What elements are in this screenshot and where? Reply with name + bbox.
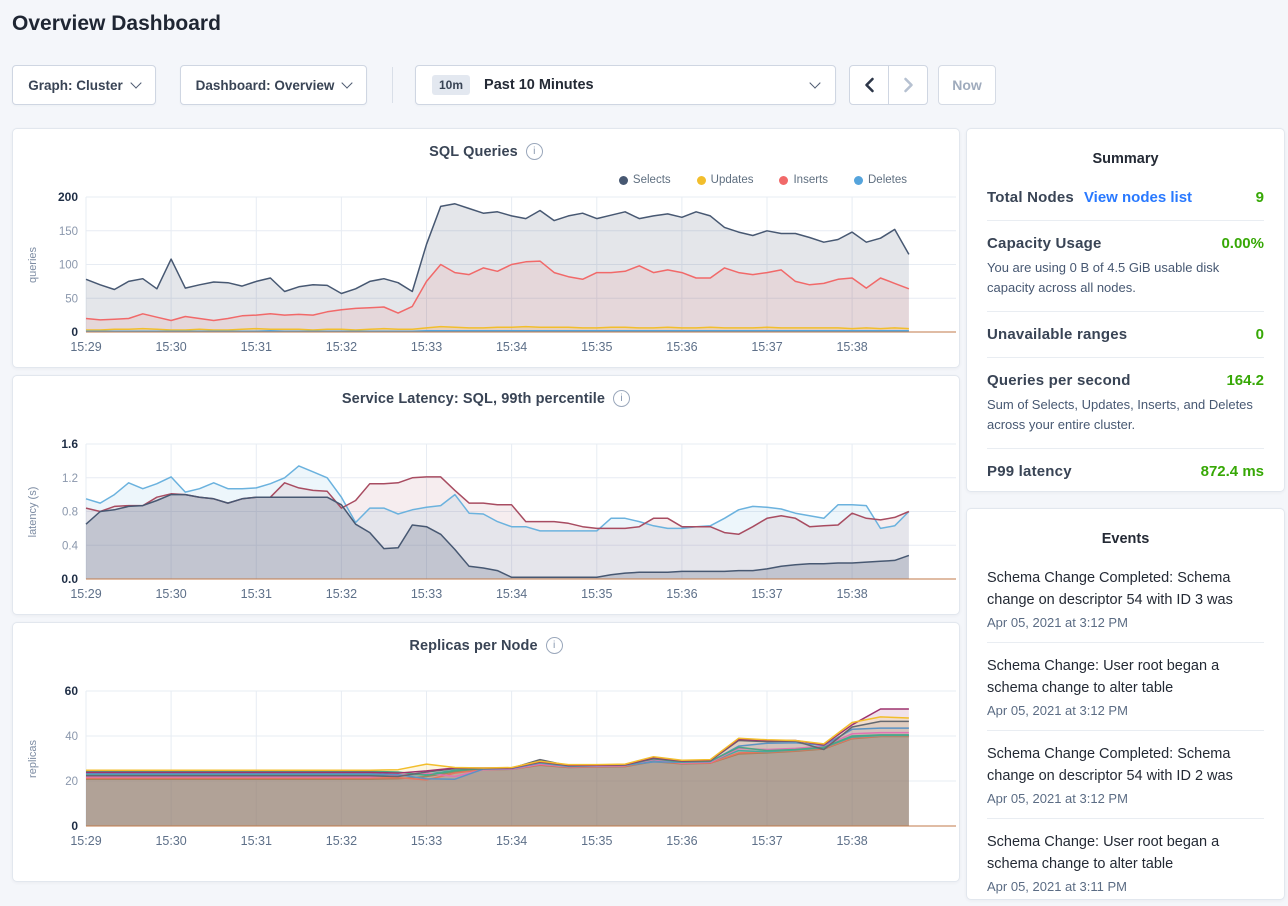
svg-text:15:38: 15:38 — [836, 340, 868, 354]
p99-latency-value: 872.4 ms — [1200, 463, 1264, 480]
svg-text:100: 100 — [58, 259, 78, 272]
unavailable-ranges-value: 0 — [1255, 326, 1264, 343]
svg-text:15:32: 15:32 — [325, 340, 358, 354]
view-nodes-list-link[interactable]: View nodes list — [1083, 189, 1193, 206]
time-range-label: Past 10 Minutes — [484, 77, 594, 93]
info-icon[interactable]: i — [526, 143, 543, 160]
svg-text:15:37: 15:37 — [751, 587, 783, 601]
svg-text:60: 60 — [64, 684, 78, 698]
queries-per-second-label: Queries per second — [987, 372, 1131, 389]
capacity-usage-label: Capacity Usage — [987, 235, 1102, 252]
total-nodes-value: 9 — [1255, 189, 1264, 206]
info-icon[interactable]: i — [613, 390, 630, 407]
event-timestamp: Apr 05, 2021 at 3:12 PM — [987, 615, 1128, 631]
total-nodes-row — [987, 175, 1264, 221]
svg-text:15:31: 15:31 — [240, 587, 272, 601]
svg-text:15:35: 15:35 — [581, 834, 613, 848]
time-nav-group — [849, 65, 928, 105]
svg-text:1.6: 1.6 — [61, 437, 78, 451]
svg-text:15:32: 15:32 — [325, 587, 358, 601]
sql-queries-chart[interactable] — [41, 181, 956, 361]
total-nodes-label: Total Nodes — [987, 189, 1074, 206]
graph-dropdown[interactable] — [12, 65, 156, 105]
svg-text:15:30: 15:30 — [155, 340, 187, 354]
svg-text:15:36: 15:36 — [666, 834, 698, 848]
sql-queries-panel — [12, 128, 960, 368]
legend-label: Updates — [710, 174, 754, 186]
events-list — [987, 555, 1264, 906]
svg-text:200: 200 — [57, 190, 78, 204]
svg-text:20: 20 — [65, 776, 78, 788]
chevron-down-icon — [342, 77, 353, 88]
svg-text:15:31: 15:31 — [240, 340, 272, 354]
svg-text:15:32: 15:32 — [325, 834, 358, 848]
svg-text:0: 0 — [71, 819, 78, 833]
svg-text:150: 150 — [58, 225, 78, 238]
y-axis-label: queries — [27, 246, 39, 284]
svg-text:15:29: 15:29 — [70, 587, 102, 601]
events-panel — [966, 508, 1285, 900]
replicas-per-node-chart[interactable] — [41, 675, 956, 855]
svg-text:15:33: 15:33 — [410, 587, 443, 601]
svg-text:15:35: 15:35 — [581, 587, 613, 601]
dashboard-dropdown-label: Dashboard: Overview — [195, 77, 335, 93]
svg-text:15:38: 15:38 — [836, 587, 868, 601]
svg-text:0.4: 0.4 — [62, 540, 78, 553]
svg-text:15:37: 15:37 — [751, 834, 783, 848]
chevron-down-icon — [809, 77, 820, 88]
event-timestamp: Apr 05, 2021 at 3:11 PM — [987, 879, 1127, 895]
y-axis-label: latency (s) — [27, 486, 39, 538]
chart-header — [13, 143, 959, 160]
svg-text:0: 0 — [71, 325, 78, 339]
svg-text:15:31: 15:31 — [240, 834, 272, 848]
legend-label: Selects — [632, 174, 671, 186]
legend-label: Deletes — [868, 174, 907, 186]
svg-text:15:29: 15:29 — [70, 340, 102, 354]
now-button[interactable]: Now — [938, 65, 996, 105]
info-icon[interactable]: i — [546, 637, 563, 654]
chart-title: SQL Queries — [429, 143, 518, 160]
page-title: Overview Dashboard — [12, 12, 221, 35]
events-title: Events — [1101, 531, 1150, 547]
toolbar-divider — [392, 67, 393, 103]
svg-text:50: 50 — [65, 293, 78, 306]
legend-label: Inserts — [793, 174, 828, 186]
svg-text:15:37: 15:37 — [751, 340, 783, 354]
event-message: Schema Change: User root began a schema change to alter table — [987, 658, 1220, 697]
svg-text:15:33: 15:33 — [410, 834, 443, 848]
service-latency-panel — [12, 375, 960, 615]
svg-text:40: 40 — [65, 731, 78, 743]
svg-text:0.8: 0.8 — [62, 506, 78, 519]
summary-panel — [966, 128, 1285, 492]
graph-dropdown-label: Graph: Cluster — [28, 77, 123, 93]
event-timestamp: Apr 05, 2021 at 3:12 PM — [987, 791, 1128, 807]
time-range-badge: 10m — [432, 75, 470, 95]
svg-text:15:36: 15:36 — [666, 587, 698, 601]
replicas-per-node-panel — [12, 622, 960, 882]
queries-per-second-row — [987, 358, 1264, 449]
chart-title: Replicas per Node — [409, 637, 538, 654]
dashboard-dropdown[interactable] — [180, 65, 367, 105]
unavailable-ranges-label: Unavailable ranges — [987, 326, 1128, 343]
queries-per-second-value: 164.2 — [1226, 372, 1264, 389]
svg-text:15:36: 15:36 — [666, 340, 698, 354]
svg-text:15:34: 15:34 — [495, 340, 528, 354]
svg-text:15:38: 15:38 — [836, 834, 868, 848]
capacity-usage-value: 0.00% — [1221, 235, 1264, 252]
chevron-down-icon — [130, 77, 141, 88]
svg-text:15:34: 15:34 — [495, 834, 528, 848]
event-list-item — [987, 555, 1264, 643]
event-message: Schema Change: User root began a schema change to alter table — [987, 834, 1220, 873]
chevron-right-icon — [903, 77, 914, 93]
y-axis-label: replicas — [27, 740, 39, 778]
summary-title: Summary — [1092, 151, 1159, 167]
chart-header — [13, 390, 959, 407]
event-message: Schema Change Completed: Schema change on descriptor 54 with ID 3 was — [987, 570, 1233, 609]
svg-text:15:35: 15:35 — [581, 340, 613, 354]
time-range-selector[interactable] — [415, 65, 836, 105]
svg-text:0.0: 0.0 — [61, 572, 78, 586]
event-message: Schema Change Completed: Schema change on descriptor 54 with ID 2 was — [987, 746, 1233, 785]
chevron-left-icon — [864, 77, 875, 93]
capacity-usage-row — [987, 221, 1264, 312]
event-timestamp: Apr 05, 2021 at 3:12 PM — [987, 703, 1128, 719]
svg-text:1.2: 1.2 — [62, 472, 78, 485]
queries-per-second-description: Sum of Selects, Updates, Inserts, and Deletes across your entire cluster. — [987, 397, 1253, 432]
p99-latency-label: P99 latency — [987, 463, 1072, 480]
time-forward-button[interactable] — [888, 65, 928, 105]
svg-text:15:33: 15:33 — [410, 340, 443, 354]
chart-title: Service Latency: SQL, 99th percentile — [341, 390, 606, 407]
event-list-item — [987, 643, 1264, 731]
event-list-item — [987, 731, 1264, 819]
svg-text:15:30: 15:30 — [155, 587, 187, 601]
svg-text:15:34: 15:34 — [495, 587, 528, 601]
time-back-button[interactable] — [849, 65, 889, 105]
chart-header — [13, 637, 959, 654]
capacity-usage-description: You are using 0 B of 4.5 GiB usable disk capacity across all nodes. — [987, 260, 1220, 295]
p99-latency-row — [987, 449, 1264, 494]
service-latency-chart[interactable] — [41, 428, 956, 608]
event-list-item — [987, 819, 1264, 906]
unavailable-ranges-row — [987, 312, 1264, 358]
svg-text:15:29: 15:29 — [70, 834, 102, 848]
svg-text:15:30: 15:30 — [155, 834, 187, 848]
